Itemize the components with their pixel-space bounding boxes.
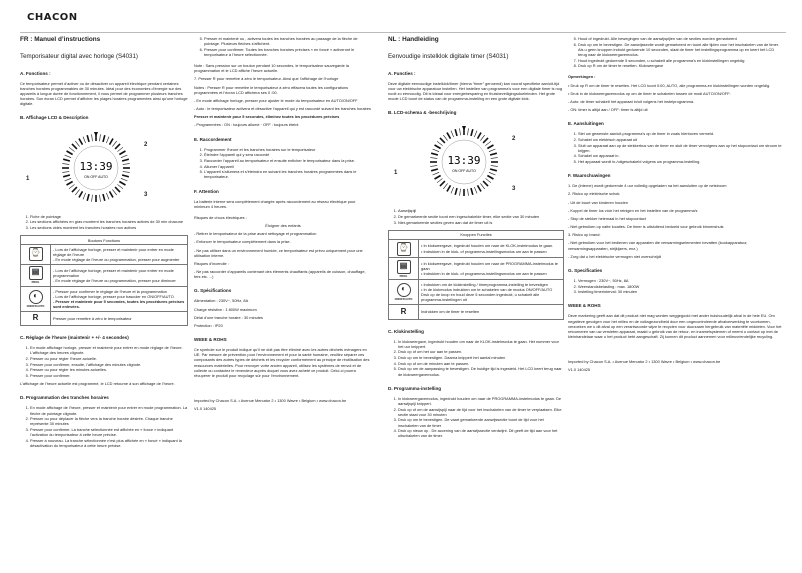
fr-button-desc: - Presser pour confirmer le réglage de l’heure et la programmation — [53, 288, 167, 294]
lcd-time-segment — [471, 130, 473, 137]
nl-legend-item: 3. Niet-gemarkeerde secties geven aan dat de timer uit is — [398, 220, 564, 225]
nl-button-desc: • Indrukken in de klok- of programma-instellingsmodus om aan te passen — [421, 271, 547, 277]
list-item: 2. Presser ou pour régler l’heure actuelle. — [30, 356, 188, 361]
list-item: 4. Schakel uw apparaat in. — [578, 153, 782, 158]
lcd-time-segment — [123, 163, 130, 164]
fr-title: FR : Manuel d’instructions — [20, 36, 101, 43]
prog-button-icon: ▤ — [29, 266, 43, 280]
list-item: 6. Druk op om te bevestigen. De aanwijssectie wordt gemarkeerd en toont alle tijden voor het inschakelen van de timer. Als u geen knoppen indrukt gedurende 10 seconden, slaat de timer het instellingsprogramma op en keert het LCD terug naar de klokweergavemodus. — [578, 42, 782, 57]
nl-pointer-arrow-icon — [462, 126, 466, 131]
header-divider-right — [388, 32, 786, 33]
nl-callout-3: 3 — [512, 186, 516, 193]
fr-section-g-heading: G. Spécifications — [194, 288, 232, 294]
nl-button-desc: • In klokweergave, ingedrukt houden om naar de PROGRAMMA-instelmodus te gaan — [421, 260, 558, 272]
lcd-time-segment — [437, 179, 443, 183]
fr-spec-item: Protection : IP20 — [194, 322, 223, 328]
lcd-time-segment — [79, 191, 83, 197]
list-item: 4. Druk op nieuw op . De accening van de aanwijssectie verdwijnt. Dit geeft de tijd aan voor het uitschakelen van de timer. — [398, 428, 564, 438]
fr-note: 7. Presser R pour remettre à zéro le temporisateur. Ainsi que l’affichage de l’horloge — [194, 76, 339, 82]
fr-callout-1: 1 — [26, 175, 30, 182]
nl-footer-version: V1.0 140425 — [568, 367, 591, 373]
fr-note: Notes : Presser R pour remettre le temporisateur à zéro effacera toutes les configurations programmées et l’écran LCD affichera ses 0 :00. — [194, 84, 349, 95]
lcd-time-segment — [431, 169, 438, 171]
nl-button-desc: • In de klokmodus indrukken om te schakelen van de modus ON/OFF/AUTO — [421, 287, 553, 293]
lcd-time-segment — [87, 135, 89, 142]
lcd-time-segment — [112, 189, 116, 195]
lcd-time-segment — [471, 188, 473, 195]
table-row — [21, 264, 188, 286]
on-off-auto-button-icon: ◐ — [29, 290, 43, 304]
nl-warning-item: - Niet gebruiken op natte locaties. De timer is uitsluitend bedoeld voor gebruik binnenshuis — [568, 224, 724, 230]
lcd-time-segment — [491, 158, 498, 159]
lcd-time-segment — [455, 130, 457, 137]
nl-lcd-dial — [424, 122, 504, 202]
list-item: 8. Druk op R om de timer te resetten. Klokweergave — [578, 63, 782, 68]
lcd-time-segment — [83, 192, 86, 198]
nl-section-d-list — [388, 396, 564, 439]
nl-subtitle: Eenvoudige instelklok digitale timer (S4031) — [388, 53, 509, 61]
nl-title: NL : Handleiding — [388, 36, 439, 43]
lcd-time-segment — [433, 149, 439, 152]
lcd-time-segment — [437, 142, 443, 146]
table-row — [21, 311, 188, 326]
lcd-time-segment — [63, 175, 70, 177]
fr-section-b-heading: B. Affichage LCD & Description — [20, 115, 89, 121]
list-item: 1. En mode affichage de l’heure, presser et maintenir pour entrer en mode programmation. La flèche de pointage clignote. — [30, 405, 188, 415]
nl-section-d-heading: D. Programma-instelling — [388, 385, 442, 391]
lcd-time-segment — [491, 166, 498, 167]
nl-weee-text: Deze markering geeft aan dat dit product niet mag worden weggegooid met ander huishoudelijk afval in de hele EU. Om negatieve gevolgen voor het milieu en de volksgezondheid door een ongecontroleerde afvalverwerking te voorkomen, verzoeken we u dit afval op een verantwoorde wijze te recyclen voor duurzaam hergebruik van materiële middelen. Voor het retourneren van uw versleten apparaat, maakt u gebruik van de retour- en inzamelsystemen of neemt u contact op met de kleinhandelaar waar u het product hebt aangeschaft. Zij kunnen dit product aannemen voor milieuvriendelijke recycling. — [568, 313, 782, 340]
lcd-time-segment — [122, 175, 129, 177]
fr-legend-item: 3. Les sections vides montrent les tranches horaires non actives — [30, 225, 188, 230]
nl-button-desc: • In klokweergave, ingedrukt houden om naar de KLOK-instelmodus te gaan. — [421, 243, 554, 249]
lcd-time-segment — [431, 154, 438, 156]
table-row — [21, 287, 188, 312]
fr-section-d-list-cont — [194, 36, 372, 57]
fr-buttons-table — [20, 235, 188, 326]
fr-button-desc: Presser pour remettre à zéro le temporisateur — [53, 315, 132, 321]
fr-section-d-list — [20, 405, 188, 448]
nl-warning-item: - Uit de buurt van kinderen houden — [568, 199, 628, 205]
list-item: 1. Vermogen : 230V~, 50Hz, 8A — [578, 278, 782, 283]
list-item: 2. Éteindre l’appareil qui y sera raccordé — [204, 152, 372, 157]
list-item: 1. In klokweergave, ingedrukt houden om naar de KLOK-instelmodus te gaan. Het nummer voor het uur knippert. — [398, 339, 564, 349]
lcd-time-segment — [92, 194, 93, 201]
list-item: 6. Presser pour confirmer. Toutes les tranches horaires précises « en foncé » activeront le temporisateur à l’heure sélectionnée. — [204, 47, 372, 57]
fr-note: - En mode affichage horloge, presser pour ajuster le mode du temporisateur en AUTO/ON/OFF — [194, 97, 358, 103]
list-item: 1. En mode affichage horloge, presser et maintenir pour entrer en mode réglage de l’heure. L’affichage des heures clignote. — [30, 345, 188, 355]
lcd-time-segment — [79, 138, 83, 144]
nl-warning-item: - Stop de stekker helemaal in het stopcontact — [568, 215, 646, 221]
lcd-time-segment — [106, 136, 109, 142]
lcd-time-segment — [72, 187, 77, 192]
fr-legend-list — [20, 214, 188, 230]
lcd-time-segment — [430, 158, 437, 159]
fr-weee-heading: WEEE & ROHS — [194, 337, 227, 342]
lcd-time-segment — [103, 194, 105, 201]
lcd-time-segment — [490, 154, 497, 156]
nl-warning-item: - Niet gebruiken voor het bedienen van apparaten die verwarmingselementen bevatten (kookapparatuur, verwarmingsapparaten, strijkijzers, enz.) — [568, 240, 748, 251]
lcd-time-segment — [478, 186, 482, 192]
nl-warning-item: 1. De (interne) wordt gedurende 4 uur volledig opgeladen na het aansluiten op de netstroom — [568, 183, 727, 189]
lcd-time-segment — [447, 133, 451, 139]
table-row — [389, 305, 564, 320]
fr-section-d-heading: D. Programmation des tranches horaires — [20, 395, 109, 401]
lcd-time-segment — [447, 186, 451, 192]
lcd-time-segment — [443, 184, 447, 190]
lcd-time-segment — [117, 184, 123, 188]
fr-section-f-heading: F. Attention — [194, 188, 219, 194]
lcd-time-segment — [63, 159, 70, 161]
fr-callout-3: 3 — [144, 191, 148, 198]
nl-legend-item: 1. Aanwijspijl — [398, 208, 564, 213]
lcd-time-segment — [490, 169, 497, 171]
nl-section-a-text: Deze digitale eenvoudige instelklok/timer (hierna “timer” genoemd) kan vooraf specifieke aan/uit-tijd voor uw elektrische apparatuur instellen. Het instellen van programma’s voor een digitale timer is nog nooit zo eenvoudig. Dit is ideaal voor energiebesparing en thuisbeveiligingsdoeleinden. Het grote mooie LCD toont de status van de programma-instelling en een grote digitale klok. — [388, 80, 563, 102]
fr-lcd-mode: ON OFF AUTO — [84, 174, 108, 179]
fr-legend-item: 2. Les sections affichées en gras montrent les tranches horaires actives de 30 min chacune — [30, 219, 188, 224]
list-item: 4. Druk op of om de minuten aan te passen. — [398, 361, 564, 366]
lcd-time-segment — [468, 129, 469, 136]
lcd-time-segment — [119, 181, 125, 185]
fr-note: Note : Sans pression sur un bouton pendant 10 secondes, le temporisateur sauvegarde la programmation et le LCD affiche l’heure actuelle. — [194, 63, 349, 74]
lcd-time-segment — [92, 134, 93, 141]
lcd-time-segment — [483, 181, 488, 186]
lcd-time-segment — [122, 159, 129, 161]
list-item: 5. Druk op om de aanpassing te bevestigen. De huidige tijd is ingesteld. Het LCD keert terug naar de klokweergavemodus. — [398, 366, 564, 376]
fr-section-c-note: L’affichage de l’heure actuelle est programmé, le LCD retourne à son affichage de l’heure. — [20, 381, 175, 387]
list-item: 1. Programmer l’heure et les tranches horaires sur le temporisateur — [204, 147, 372, 152]
fr-spec-item: Délai d’une tranche horaire : 30 minutes — [194, 314, 263, 320]
lcd-time-segment — [435, 176, 441, 180]
fr-lcd-dial — [56, 128, 136, 208]
fr-button-desc: - En mode réglage de l’heure ou programmation, presser pour diminuer — [53, 277, 176, 283]
lcd-time-segment — [100, 134, 101, 141]
lcd-time-segment — [65, 178, 71, 181]
lcd-time-segment — [72, 144, 77, 149]
lcd-time-segment — [460, 129, 461, 136]
fr-risk-heading: Risques de chocs électriques : — [194, 214, 247, 220]
list-item: 3. Druk op om te bevestigen. De vaart gemarkeerde aanwijssectie toont de tijd voor het inschakelen van de timer — [398, 417, 564, 427]
nl-note: • Druk op R om de timer te resetten. Het LCD toont 0:00, AUTO, alle programma-en klokinstellingen worden ongeldig. — [568, 82, 771, 88]
list-item: 2. Weerstandsbelasting : max. 1800W — [578, 284, 782, 289]
nl-buttons-table — [388, 230, 564, 320]
on-off-auto-button-label: ON/OFF/AUTO — [394, 298, 413, 302]
fr-button-desc: - Presser et maintenir pour 5 secondes, toutes les procédures précises sont enlevées. — [53, 298, 185, 310]
reset-button-label: R — [400, 306, 407, 316]
fr-weee-text: Ce symbole sur le produit indique qu’il ne doit pas être éliminé avec les autres déchets ménagers en UE. Par mesure de prévention pour l’environnement et pour la santé humaine, veuillez séparer ces composants des autres types de déchets et les recycler conformément au principe de réutilisation des ressources matérielles. Pour renvoyer votre ancien appareil, utilisez les systèmes de renvoi et de collecte ou contactez le revendeur auprès duquel vous avez acheté ce produit. Celui-ci pourra récupérer le produit pour recyclage sûr pour l’environnement. — [194, 347, 370, 378]
lcd-time-segment — [430, 166, 437, 167]
list-item: 2. Presser ou pour déplacer la flèche vers la tranche horaire désirée. Chaque tranche représente 30 minutes — [30, 416, 188, 426]
lcd-time-segment — [489, 173, 495, 176]
lcd-time-segment — [485, 179, 491, 183]
lcd-time-segment — [485, 142, 491, 146]
fr-button-desc: - Lors de l’affichage horloge, presser et maintenir pour entrer en mode réglage de l’heure — [53, 246, 174, 257]
fr-section-e-list — [194, 147, 372, 180]
list-item: 1. In klokweergavemodus, ingedrukt houden om naar de PROGRAMMA-instelmodus te gaan. De aanwijspijl knippert. — [398, 396, 564, 406]
nl-note: Opmerkingen : — [568, 74, 596, 80]
fr-risk-sub: Éloigner des enfants — [265, 223, 301, 229]
lcd-time-segment — [468, 189, 469, 196]
list-item: 2. Schakel uw elektrisch apparaat uit — [578, 137, 782, 142]
lcd-time-segment — [455, 188, 457, 195]
nl-section-a-heading: A. Functies : — [388, 70, 416, 76]
lcd-time-segment — [440, 138, 445, 143]
nl-section-c-list — [388, 339, 564, 377]
list-item: 7. Houd ingedrukt gedurende 5 seconden, u schakelt alle programma’s en klokinstellingen ongeldig — [578, 58, 782, 63]
lcd-time-segment — [100, 194, 101, 201]
list-item: 2. Druk op of om het uur aan te passen. — [398, 349, 564, 354]
nl-lcd-time: 13:39 — [447, 154, 481, 168]
nl-button-desc: Indrukken om de timer te resetten — [421, 309, 480, 315]
fr-legend-item: 1. Fiche de pointage — [30, 214, 188, 219]
nl-note: - Auto: de timer schakelt het apparaat in/uit volgens het instelprogramma. — [568, 98, 695, 104]
lcd-time-segment — [112, 141, 116, 147]
nl-column-2 — [568, 36, 782, 566]
fr-section-a-text: Ce temporisateur permet d’activer ou de désactiver un appareil électrique pendant certaines tranches horaires programmables de 30 minutes. Idéal pour des économies d’énergie sur des appareils à longue durée de fonctionnement, il vous permet de programmer plusieurs tranches horaires. Son écran LCD permet d’afficher les plages horaires programmées ainsi qu’une horloge digitale. — [20, 80, 188, 107]
lcd-time-segment — [75, 141, 79, 147]
lcd-time-segment — [119, 151, 125, 155]
on-off-auto-button-icon: ◐ — [397, 283, 411, 297]
list-item: 5. Het apparaat wordt in-/uitgeschakeld volgens uw programma-instelling. — [578, 159, 782, 164]
list-item: 3. Presser pour confirmer, ensuite, l’affichage des minutes clignote. — [30, 362, 188, 367]
lcd-time-segment — [478, 133, 482, 139]
fr-section-e-heading: E. Raccordement — [194, 136, 232, 142]
fr-column-1 — [20, 36, 188, 566]
lcd-time-segment — [480, 184, 484, 190]
fr-button-desc: - Lors de l’affichage horloge, presser et maintenir pour entrer en mode programmation — [53, 267, 174, 278]
nl-section-c-heading: C. Klokinstelling — [388, 328, 424, 334]
header-divider-left — [20, 32, 390, 33]
fr-callout-2: 2 — [144, 141, 148, 148]
fr-buttons-table-header: Boutons Fonctions — [21, 236, 188, 245]
lcd-time-segment — [451, 131, 454, 137]
brand-logo: CHACON — [27, 12, 78, 23]
nl-button-desc: Druk op de knop en houd deze 5 seconden ingedrukt, u schakelt alle programma-instellingen uit — [421, 292, 540, 303]
lcd-time-segment — [69, 147, 75, 151]
lcd-time-segment — [117, 147, 123, 151]
fr-risk-item: - Enfoncer le temporisateur complètement dans la prise. — [194, 239, 291, 245]
nl-note: - ON: timer is altijd aan / OFF: timer is altijd uit — [568, 107, 648, 113]
fr-subtitle: Temporisateur digital avec horloge (S4031) — [20, 53, 138, 61]
lcd-time-segment — [87, 194, 89, 201]
lcd-time-segment — [443, 135, 447, 141]
list-item: 4. Allumer l’appareil — [204, 164, 372, 169]
fr-note: Presser et maintenir pour 5 secondes, éliminez toutes les procédures précises — [194, 114, 340, 120]
lcd-time-segment — [67, 181, 73, 185]
clock-button-icon: ⌚ — [29, 247, 43, 261]
fr-risk-heading: Risques d’incendie : — [194, 260, 229, 266]
lcd-time-segment — [103, 135, 105, 142]
fr-risk-item: - Retirer le temporisateur de la prise avant nettoyage et programmation — [194, 231, 317, 237]
nl-legend-item: 2. De gemarkeerde sectie toont een ingeschakelde timer, elke sectie van 30 minuten — [398, 214, 564, 219]
prog-button-label: PROG — [31, 281, 40, 285]
fr-section-c-list — [20, 345, 188, 378]
nl-button-desc: • Indrukken in de klok- of programma-instellingsmodus om aan te passen — [421, 248, 547, 254]
on-off-auto-button-label: ON/OFF/AUTO — [26, 304, 45, 308]
nl-column-1 — [388, 36, 564, 566]
lcd-time-segment — [121, 155, 127, 158]
lcd-time-segment — [487, 145, 493, 149]
clock-button-icon: ⌚ — [397, 242, 411, 256]
lcd-time-segment — [69, 184, 75, 188]
list-item: 3. Raccorder l’appareil au temporisateur et ensuite enficher le temporisateur dans la prise. — [204, 158, 372, 163]
nl-lcd-mode: ON OFF AUTO — [452, 169, 476, 174]
lcd-time-segment — [435, 145, 441, 149]
list-item: 3. Druk op om te bevestigen. Daarna knippert het aantal minuten — [398, 355, 564, 360]
prog-button-icon: ▤ — [397, 260, 411, 274]
nl-buttons-table-header: Knoppen Functies — [389, 230, 564, 239]
nl-section-d-list-cont — [568, 36, 782, 68]
fr-risk-item: - Ne pas raccorder d’appareils contenant des éléments chauffants (appareils de cuisson, chauffage, fers etc. ...) — [194, 269, 366, 280]
nl-callout-2: 2 — [512, 136, 516, 143]
lcd-time-segment — [62, 163, 69, 164]
lcd-time-segment — [67, 151, 73, 155]
fr-footer-version: V1.0 140425 — [194, 406, 217, 412]
nl-section-b-heading: B. LCD-schema & -beschrijving — [388, 110, 457, 116]
lcd-time-segment — [483, 138, 488, 143]
nl-section-f-heading: F. Waarschuwingen — [568, 173, 611, 179]
nl-section-e-list — [568, 131, 782, 164]
lcd-time-segment — [451, 187, 454, 193]
fr-section-f-text: La batterie interne sera complètement chargée après raccordement au réseau électrique pour minimum 4 heures. — [194, 198, 356, 209]
nl-warning-item: 2. Risico op elektrische schok: — [568, 191, 621, 197]
lcd-time-segment — [65, 155, 71, 158]
lcd-time-segment — [480, 135, 484, 141]
lcd-time-segment — [460, 189, 461, 196]
lcd-time-segment — [75, 189, 79, 195]
lcd-time-segment — [83, 136, 86, 142]
lcd-time-segment — [115, 144, 120, 149]
lcd-time-segment — [474, 187, 477, 193]
nl-legend-list — [388, 208, 564, 224]
nl-button-desc: • Indrukken om de klokinstelling / timerprogramma-instelling te bevestigen — [421, 281, 549, 287]
list-item: 3. Presser pour confirmer. La tranche sélectionnée est affichée en « fonce » indiquant l’activation du temporisateur à cette heure précise. — [30, 427, 188, 437]
fr-pointer-arrow-icon — [94, 132, 98, 137]
list-item: 3. Sluit uw apparaat aan op de stekkerbus van de timer en sluit de timer vervolgens aan op het stopcontact om stroom te krijgen. — [578, 143, 782, 153]
fr-spec-item: Alimentation : 230V~, 50Hz, 8A — [194, 298, 249, 304]
list-item: 2. Druk op of om de aanwijspijl naar de tijd voor het inschakelen van de timer te verplaatsen. Elke sectie staat voor 30 minuten — [398, 407, 564, 417]
nl-section-g-heading: G. Specificaties — [568, 267, 603, 273]
nl-spec-list — [568, 278, 782, 294]
list-item: 3. Instelling timerinterval: 30 minuten — [578, 289, 782, 294]
fr-button-desc: - Lors de l’affichage horloge, presser pour basculer en ON/OFF/AUTO — [53, 293, 174, 299]
lcd-time-segment — [115, 187, 120, 192]
lcd-time-segment — [474, 131, 477, 137]
lcd-time-segment — [123, 171, 130, 172]
table-row — [389, 280, 564, 305]
reset-button-label: R — [32, 313, 39, 323]
prog-button-label: PROG — [399, 274, 408, 278]
nl-weee-heading: WEEE & ROHS — [568, 303, 601, 309]
lcd-time-segment — [110, 138, 114, 144]
fr-lcd-diagram — [26, 126, 176, 210]
lcd-time-segment — [489, 149, 495, 152]
lcd-time-segment — [106, 192, 109, 198]
lcd-time-segment — [110, 191, 114, 197]
table-row — [389, 240, 564, 258]
table-row — [389, 258, 564, 280]
lcd-time-segment — [62, 171, 69, 172]
list-item: 5. L’appareil s’allumera et s’éteindra en suivant les tranches horaires programmées dans le temporisateur. — [204, 169, 372, 179]
list-item: 5. Presser pour confirmer. — [30, 373, 188, 378]
fr-spec-item: Charge résistive : 1 800W maximum — [194, 306, 257, 312]
lcd-time-segment — [433, 173, 439, 176]
fr-lcd-time: 13:39 — [79, 159, 113, 173]
lcd-time-segment — [487, 176, 493, 180]
nl-lcd-diagram — [394, 120, 544, 204]
list-item: 1. Stel uw gewenste aan/uit-programma’s op de timer in zoals hierboven vermeld. — [578, 131, 782, 136]
list-item: 4. Presser ou pour régler les minutes actuelles. — [30, 367, 188, 372]
nl-callout-1: 1 — [394, 170, 398, 177]
nl-section-e-heading: E. Aansluitingen — [568, 121, 604, 127]
fr-column-2 — [194, 36, 372, 566]
nl-warning-item: - Zorg dat u het elektrische vermogen niet overschrijdt — [568, 253, 661, 259]
nl-warning-item: - Koppel de timer los vóór het reinigen en het instellen van de programma’s — [568, 207, 698, 213]
nl-footer-import: Imported by Chacon S.A. • Avenue Mercator 2 • 1300 Wavre • Belgium • www.chacon.be — [568, 359, 721, 365]
list-item: 4. Presser à nouveau. La tranche sélectionnée n’est plus affichée en « foncé » indiquant la désactivation du temporisateur à cette heure précise. — [30, 438, 188, 448]
fr-section-c-heading: C. Réglage de l’heure (maintenir + +/- 4 secondes) — [20, 335, 129, 341]
fr-footer-import: Imported by Chacon S.A. • Avenue Mercator 2 • 1300 Wavre • Belgium • www.chacon.be — [194, 398, 347, 403]
list-item: 5. Houd of ingedrukt. Alle bewegingen van de aanwijspijlen van de secties worden gemarkeerd — [578, 36, 782, 41]
fr-risk-item: - Ne pas utiliser dans un environnement humide, ce temporisateur est prévu uniquement pour une utilisation interne. — [194, 247, 363, 258]
lcd-time-segment — [121, 178, 127, 181]
fr-note: - Auto : le temporisateur activera et désactive l’appareil qui y est raccordé suivant les tranches horaires — [194, 106, 371, 112]
list-item: 5. Presser et maintenir ou , activera toutes les tranches horaires au passage de la flèche de pointage. Plusieurs flèches s’affichent. — [204, 36, 372, 46]
lcd-time-segment — [440, 181, 445, 186]
nl-warning-item: 3. Risico op brand: — [568, 232, 601, 238]
nl-note: • Druk in de klokweergavemodus op om de timer te schakelen tussen de modi AUTO/ON/OFF: — [568, 90, 731, 96]
fr-section-a-heading: A. Fonctions : — [20, 70, 51, 76]
fr-button-desc: - En mode réglage de l’heure ou programmation, presser pour augmenter — [53, 256, 180, 262]
table-row — [21, 245, 188, 264]
fr-note: - Programmées : ON : toujours allumé · OFF : toujours éteint — [194, 122, 299, 128]
